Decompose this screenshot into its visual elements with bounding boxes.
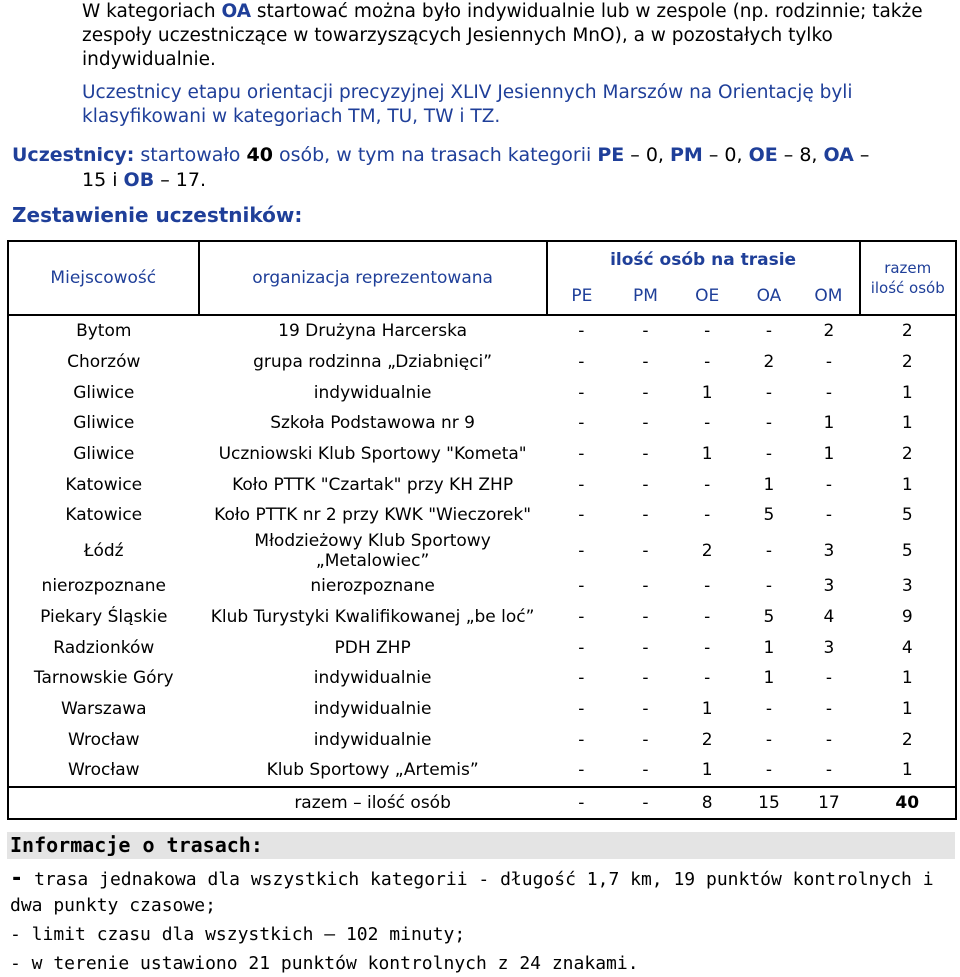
table-row xyxy=(8,632,956,663)
cell-oe: - xyxy=(704,474,711,495)
cell-pe: - xyxy=(578,444,585,465)
cell-oa: 1 xyxy=(763,637,775,658)
cell-city: Katowice xyxy=(65,474,143,495)
cell-pe: - xyxy=(578,576,585,597)
cell-total: 1 xyxy=(901,474,913,495)
cell-oe: - xyxy=(704,606,711,627)
table-row xyxy=(8,377,956,408)
cell-oa: - xyxy=(765,321,773,342)
section-title: Zestawienie uczestników: xyxy=(12,203,303,227)
cell-city: Piekary Śląskie xyxy=(40,606,168,627)
table-row xyxy=(8,602,956,633)
cell-pm: - xyxy=(642,698,649,719)
cell-org: indywidualnie xyxy=(313,729,432,750)
cell-oe: 1 xyxy=(701,698,713,719)
participants-line2 xyxy=(12,169,206,191)
cat-oe: OE xyxy=(748,144,778,166)
cell-pm: - xyxy=(642,729,649,750)
cat-pm-value: – 0, xyxy=(702,144,749,166)
cell-pm: - xyxy=(642,576,649,597)
total-oe: 8 xyxy=(701,792,713,813)
cell-om: - xyxy=(825,352,832,373)
cell-pe: - xyxy=(578,382,585,403)
info-line-1-text: trasa jednakowa dla wszystkich kategorii - długość 1,7 km, 19 punktów kontrolnych i dwa punkty czasowe; xyxy=(10,869,934,916)
cell-total: 5 xyxy=(901,540,913,561)
header-total-line2: ilość osób xyxy=(870,279,945,297)
cell-pe: - xyxy=(578,637,585,658)
cell-om: 1 xyxy=(823,444,835,465)
participants-text: startowało xyxy=(134,144,247,166)
table-row xyxy=(8,408,956,439)
intro-text: startować można było indywidualnie lub w zespole (np. rodzinnie; także zespoły uczestniczące w towarzyszących Jesiennych MnO), a w pozostałych tylko indywidualnie. xyxy=(82,1,923,70)
cell-total: 5 xyxy=(901,505,913,526)
cell-city: Tarnowskie Góry xyxy=(33,668,174,689)
cell-city: Gliwice xyxy=(73,444,135,465)
cell-oe: - xyxy=(704,637,711,658)
cell-org: 19 Drużyna Harcerska xyxy=(278,321,468,342)
cell-org: grupa rodzinna „Dziabnięci” xyxy=(253,352,493,373)
cat-oa-value: – xyxy=(853,144,870,166)
cell-oa: - xyxy=(765,540,773,561)
info-heading: Informacje o trasach: xyxy=(7,832,955,859)
table-row xyxy=(8,500,956,531)
table-row xyxy=(8,694,956,725)
cell-city: Gliwice xyxy=(73,382,135,403)
cell-city: nierozpoznane xyxy=(41,576,166,597)
cell-city: Wrocław xyxy=(67,729,140,750)
cell-total: 1 xyxy=(901,413,913,434)
cat-oe-value: – 8, xyxy=(777,144,824,166)
header-cat-om: OM xyxy=(798,278,859,315)
cell-om: - xyxy=(825,505,832,526)
info-line-3: - w terenie ustawiono 21 punktów kontrolnych z 24 znakami. xyxy=(10,953,639,974)
cat-pe: PE xyxy=(597,144,625,166)
cell-om: - xyxy=(825,729,832,750)
cell-total: 4 xyxy=(901,637,913,658)
cell-pm: - xyxy=(642,474,649,495)
cell-oe: - xyxy=(704,413,711,434)
cell-org: Koło PTTK "Czartak" przy KH ZHP xyxy=(232,474,514,495)
cat-oa-value-cont: 15 i xyxy=(82,169,124,191)
cell-total: 3 xyxy=(901,576,913,597)
header-total xyxy=(860,241,957,315)
cell-org: Uczniowski Klub Sportowy "Kometa" xyxy=(218,444,527,465)
cell-total: 1 xyxy=(901,382,913,403)
cell-om: 2 xyxy=(823,321,835,342)
cell-pm: - xyxy=(642,540,649,561)
cell-oe: 1 xyxy=(701,382,713,403)
table-header xyxy=(8,241,956,315)
cell-pm: - xyxy=(642,413,649,434)
totals-label: razem – ilość osób xyxy=(294,792,451,813)
cell-org: Młodzieżowy Klub Sportowy „Metalowiec” xyxy=(254,530,491,571)
cell-pe: - xyxy=(578,698,585,719)
cell-total: 2 xyxy=(901,729,913,750)
cell-om: - xyxy=(825,474,832,495)
grand-total: 40 xyxy=(895,792,920,813)
total-pe: - xyxy=(578,792,585,813)
info-dash: - xyxy=(10,866,24,891)
cell-oa: 1 xyxy=(763,668,775,689)
cell-oe: - xyxy=(704,576,711,597)
cell-total: 2 xyxy=(901,444,913,465)
cell-oa: - xyxy=(765,413,773,434)
cell-pm: - xyxy=(642,637,649,658)
table-row xyxy=(8,469,956,500)
cell-oa: - xyxy=(765,698,773,719)
category-oa: OA xyxy=(221,1,252,22)
table-row xyxy=(8,531,956,571)
cell-om: - xyxy=(825,698,832,719)
cell-pe: - xyxy=(578,540,585,561)
table-row xyxy=(8,439,956,470)
cell-city: Warszawa xyxy=(60,698,147,719)
cell-pe: - xyxy=(578,760,585,781)
cat-pm: PM xyxy=(670,144,703,166)
participants-label: Uczestnicy: xyxy=(12,144,135,166)
table-row xyxy=(8,755,956,787)
cell-om: 3 xyxy=(823,540,835,561)
cell-city: Radzionków xyxy=(53,637,155,658)
info-line-2: - limit czasu dla wszystkich – 102 minuty; xyxy=(10,924,466,945)
cell-oe: - xyxy=(704,352,711,373)
cell-om: - xyxy=(825,760,832,781)
totals-row xyxy=(8,787,956,820)
cell-city: Bytom xyxy=(76,321,132,342)
cell-oe: - xyxy=(704,321,711,342)
cell-oa: - xyxy=(765,729,773,750)
cell-oa: 5 xyxy=(763,505,775,526)
cell-oa: - xyxy=(765,760,773,781)
participants-summary xyxy=(12,143,952,193)
cell-pm: - xyxy=(642,352,649,373)
cell-org: nierozpoznane xyxy=(310,576,435,597)
header-org: organizacja reprezentowana xyxy=(199,241,547,315)
cell-city: Chorzów xyxy=(67,352,141,373)
cell-city: Wrocław xyxy=(67,760,140,781)
cell-org: Koło PTTK nr 2 przy KWK "Wieczorek" xyxy=(214,505,532,526)
cell-total: 1 xyxy=(901,760,913,781)
intro-text: W kategoriach xyxy=(82,1,222,22)
total-pm: - xyxy=(642,792,649,813)
cell-city: Łódź xyxy=(83,540,124,561)
cell-org: indywidualnie xyxy=(313,382,432,403)
header-cat-oa: OA xyxy=(756,286,782,306)
cell-oe: 2 xyxy=(701,729,713,750)
cell-total: 2 xyxy=(901,321,913,342)
header-cat-oe: OE xyxy=(695,286,720,306)
table-row xyxy=(8,571,956,602)
cell-pe: - xyxy=(578,668,585,689)
header-count-group: ilość osób na trasie xyxy=(547,241,860,278)
header-cat-pm: PM xyxy=(633,286,658,306)
cell-city xyxy=(8,787,199,820)
cell-pm: - xyxy=(642,606,649,627)
cell-pe: - xyxy=(578,729,585,750)
cell-pm: - xyxy=(642,505,649,526)
cell-pe: - xyxy=(578,352,585,373)
cell-pm: - xyxy=(642,321,649,342)
cat-pe-value: – 0, xyxy=(624,144,670,166)
participants-total: 40 xyxy=(246,144,273,166)
cell-org: Szkoła Podstawowa nr 9 xyxy=(270,413,475,434)
table-row xyxy=(8,315,956,347)
cell-om: 4 xyxy=(823,606,835,627)
cell-org: Klub Turystyki Kwalifikowanej „be loć” xyxy=(210,606,535,627)
cell-om: 3 xyxy=(823,637,835,658)
cell-oa: 1 xyxy=(763,474,775,495)
cell-oa: - xyxy=(765,382,773,403)
cell-org: indywidualnie xyxy=(313,668,432,689)
cell-oe: 2 xyxy=(701,540,713,561)
cell-org: indywidualnie xyxy=(313,698,432,719)
cell-total: 9 xyxy=(901,606,913,627)
cell-oa: - xyxy=(765,444,773,465)
cell-oe: 1 xyxy=(701,444,713,465)
intro-paragraph-2: Uczestnicy etapu orientacji precyzyjnej XLIV Jesiennych Marszów na Orientację byli klasyfikowani w kategoriach TM, TU, TW i TZ. xyxy=(82,82,853,127)
cell-city: Gliwice xyxy=(73,413,135,434)
cell-total: 1 xyxy=(901,698,913,719)
table-row xyxy=(8,663,956,694)
cell-oa: - xyxy=(765,576,773,597)
cell-pe: - xyxy=(578,413,585,434)
participants-table xyxy=(7,240,957,820)
cell-pe: - xyxy=(578,505,585,526)
cell-total: 2 xyxy=(901,352,913,373)
cell-oe: - xyxy=(704,668,711,689)
header-city: Miejscowość xyxy=(8,241,199,315)
cell-pm: - xyxy=(642,382,649,403)
cell-pe: - xyxy=(578,321,585,342)
cell-org: PDH ZHP xyxy=(334,637,411,658)
cat-ob: OB xyxy=(123,169,155,191)
intro-paragraph-1 xyxy=(82,0,950,72)
cell-pe: - xyxy=(578,606,585,627)
cell-city: Katowice xyxy=(65,505,143,526)
total-om: 17 xyxy=(818,792,840,813)
cell-total: 1 xyxy=(901,668,913,689)
cell-pm: - xyxy=(642,760,649,781)
cat-ob-value: – 17. xyxy=(154,169,206,191)
cell-org: Klub Sportowy „Artemis” xyxy=(266,760,479,781)
cell-om: - xyxy=(825,382,832,403)
cell-pm: - xyxy=(642,444,649,465)
table-row xyxy=(8,347,956,378)
cell-om: - xyxy=(825,668,832,689)
table-body xyxy=(8,315,956,819)
total-oa: 15 xyxy=(758,792,780,813)
cat-oa: OA xyxy=(823,144,854,166)
header-total-line1: razem xyxy=(884,259,932,277)
cell-om: 3 xyxy=(823,576,835,597)
cell-pm: - xyxy=(642,668,649,689)
cell-oe: 1 xyxy=(701,760,713,781)
participants-text: osób, w tym na trasach kategorii xyxy=(272,144,598,166)
info-line-1 xyxy=(10,866,955,919)
cell-om: 1 xyxy=(823,413,835,434)
header-cat-pe: PE xyxy=(571,286,593,306)
cell-oe: - xyxy=(704,505,711,526)
cell-oa: 2 xyxy=(763,352,775,373)
table-row xyxy=(8,724,956,755)
cell-pe: - xyxy=(578,474,585,495)
cell-oa: 5 xyxy=(763,606,775,627)
